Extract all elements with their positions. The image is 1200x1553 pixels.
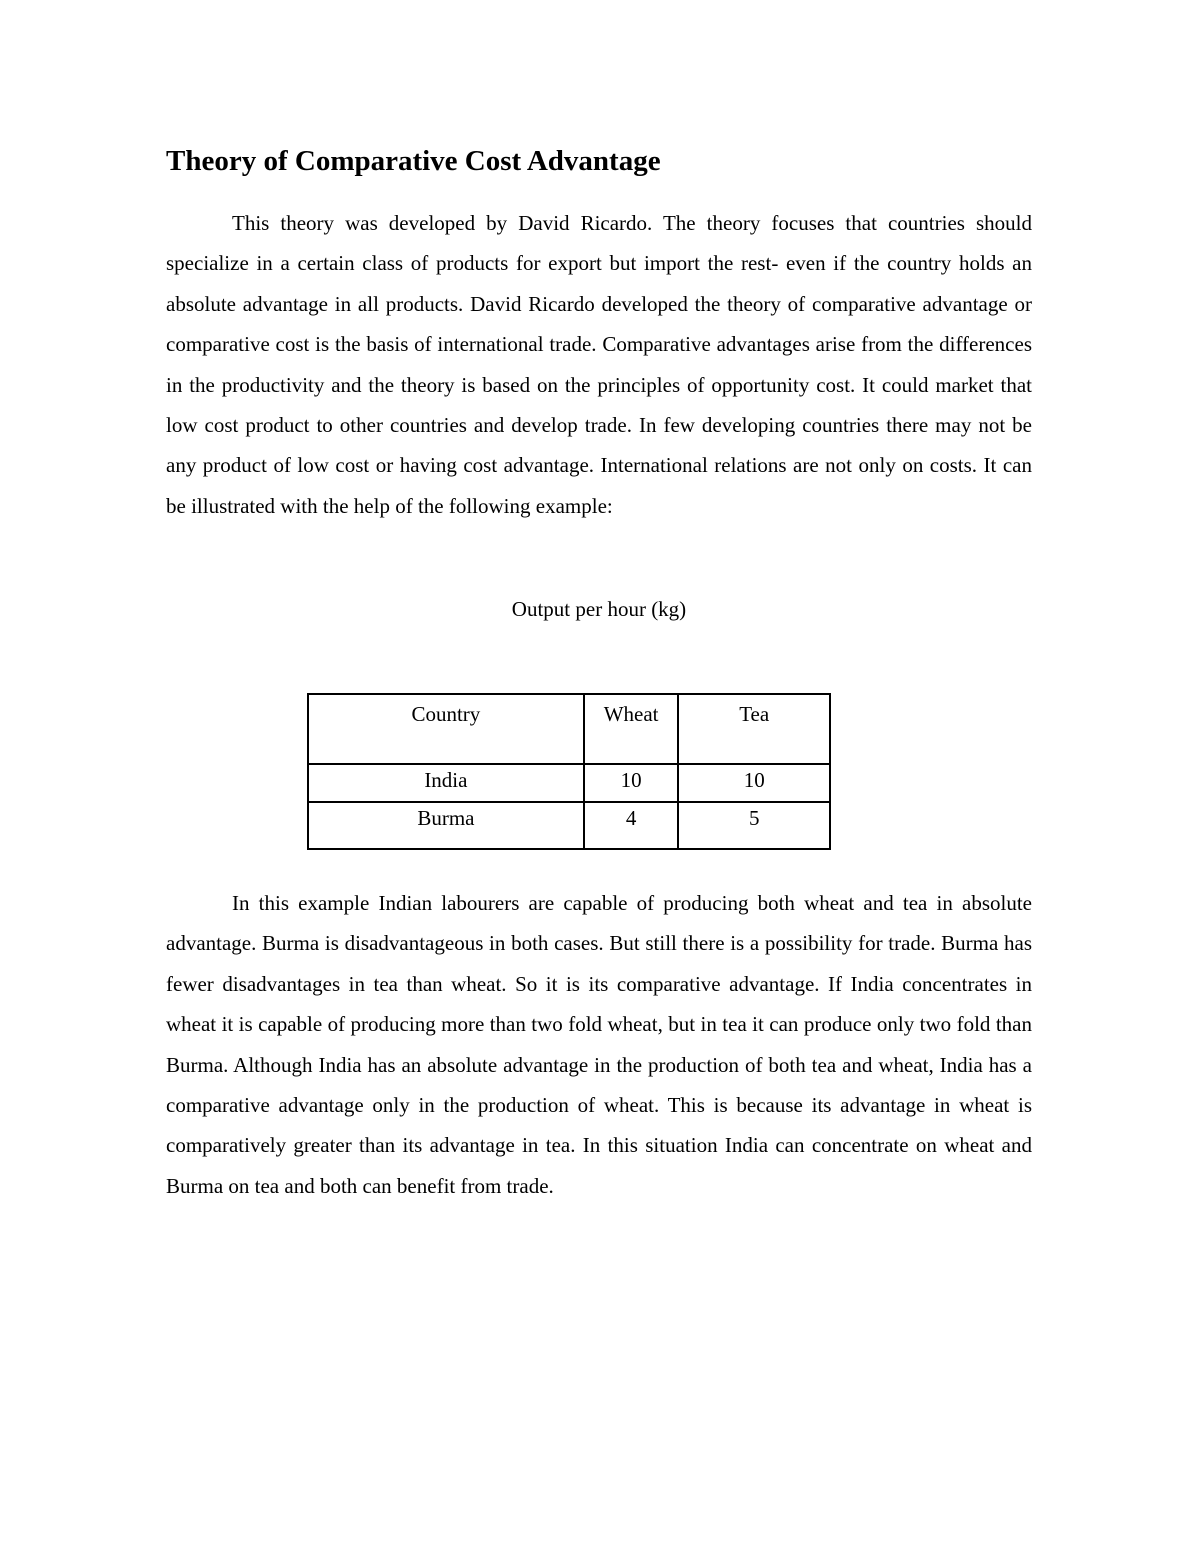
header-wheat-label: Wheat [603,702,659,726]
header-tea-label: Tea [739,702,770,726]
table-caption: Output per hour (kg) [511,597,687,621]
table-cell-country: Burma [308,802,584,849]
table-cell-tea: 10 [678,764,830,802]
table-cell-country: India [308,764,584,802]
table-row [308,802,830,849]
example-paragraph: In this example Indian labourers are capable of producing both wheat and tea in absolute advantage. Burma is disadvantageous in both cases. But still there is a possibility for trade. Burma has fewer disadvantages in tea than wheat. So it is its comparative advantage. If India concentrates in wheat it is capable of producing more than two fold wheat, but in tea it can produce only two fold than Burma. Although India has an absolute advantage in the production of both tea and wheat, India has a comparative advantage only in the production of wheat. This is because its advantage in wheat is comparatively greater than its advantage in tea. In this situation India can concentrate on wheat and Burma on tea and both can benefit from trade. [166,891,1032,1198]
header-country-label: Country [411,702,481,726]
table-cell-wheat: 10 [584,764,679,802]
table-cell-tea: 5 [678,802,830,849]
header-cell-wheat [584,694,679,764]
table-header-row [308,694,830,764]
table-cell-wheat: 4 [584,802,679,849]
intro-paragraph: This theory was developed by David Ricardo. The theory focuses that countries should specialize in a certain class of products for export but import the rest- even if the country holds an absolute advantage in all products. David Ricardo developed the theory of comparative advantage or comparative cost is the basis of international trade. Comparative advantages arise from the differences in the productivity and the theory is based on the principles of opportunity cost. It could market that low cost product to other countries and develop trade. In few developing countries there may not be any product of low cost or having cost advantage. International relations are not only on costs. It can be illustrated with the help of the following example: [166,211,1032,518]
table-row [308,764,830,802]
page-title: Theory of Comparative Cost Advantage [166,145,661,177]
header-cell-country [308,694,584,764]
output-table [307,693,831,850]
header-cell-tea [678,694,830,764]
